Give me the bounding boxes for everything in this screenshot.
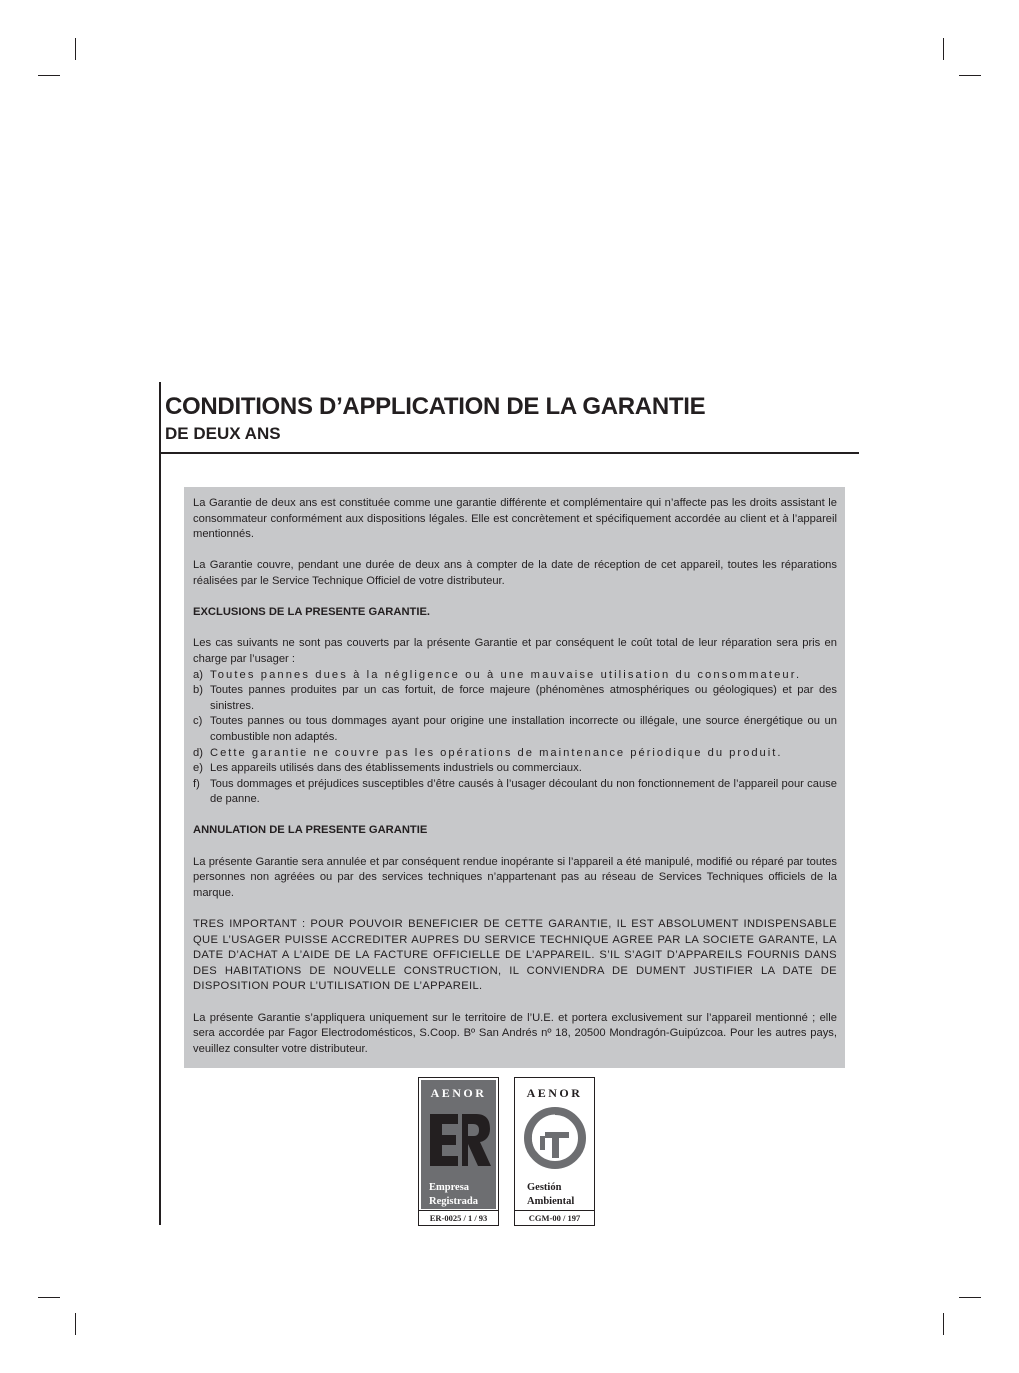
- crop-mark: [943, 38, 944, 60]
- exclusion-text: Les appareils utilisés dans des établissements industriels ou commerciaux.: [210, 762, 582, 775]
- page-title: CONDITIONS D’APPLICATION DE LA GARANTIE: [165, 393, 706, 420]
- ga-mark-icon: [523, 1106, 587, 1170]
- exclusions-intro: Les cas suivants ne sont pas couverts par la présente Garantie et par conséquent le coût total de leur réparation sera pris en charge par l’usager :: [193, 637, 837, 665]
- exclusion-text: Toutes pannes dues à la négligence ou à une mauvaise utilisation du consommateur.: [210, 668, 802, 681]
- annulation-heading: ANNULATION DE LA PRESENTE GARANTIE: [193, 824, 428, 837]
- annulation-paragraph: La présente Garantie sera annulée et par conséquent rendue inopérante si l’appareil a été manipulé, modifié ou réparé par toutes personnes non agréées ou par des services techniques n’appartenant pas au réseau de Services Techniques officiels de la marque.: [193, 855, 837, 899]
- exclusion-item: [193, 777, 837, 808]
- aenor-ga-logo: [514, 1077, 595, 1226]
- exclusions-heading: EXCLUSIONS DE LA PRESENTE GARANTIE.: [193, 606, 431, 619]
- left-rule: [159, 382, 161, 1225]
- crop-mark: [38, 75, 60, 76]
- ga-certificate-code: CGM-00 / 197: [515, 1210, 594, 1225]
- exclusion-text: Toutes pannes ou tous dommages ayant pour origine une installation incorrecte ou illégale, une source énergétique ou un combustible non adaptés.: [210, 715, 837, 743]
- exclusion-item: [193, 746, 837, 762]
- er-mark-icon: [428, 1112, 492, 1168]
- page-subtitle: DE DEUX ANS: [165, 424, 281, 443]
- exclusions-list: [193, 668, 837, 808]
- er-logo-line2: Registrada: [429, 1196, 478, 1207]
- crop-mark: [75, 38, 76, 60]
- er-logo-line1: Empresa: [429, 1182, 470, 1193]
- exclusion-item: [193, 761, 837, 777]
- title-underline: [159, 452, 859, 454]
- ga-logo-line1: Gestión: [527, 1182, 562, 1193]
- crop-mark: [943, 1313, 944, 1335]
- crop-mark: [38, 1297, 60, 1298]
- exclusion-item: [193, 668, 837, 684]
- exclusion-marker: e): [193, 762, 203, 775]
- ga-logo-line2: Ambiental: [527, 1196, 575, 1207]
- crop-mark: [75, 1313, 76, 1335]
- coverage-paragraph: La Garantie couvre, pendant une durée de deux ans à compter de la date de réception de cet appareil, toutes les réparations réalisées par le Service Technique Officiel de votre distributeur.: [193, 559, 837, 587]
- exclusion-text: Toutes pannes produites par un cas fortuit, de force majeure (phénomènes atmosphériques ou géologiques) et par des sinistres.: [210, 684, 837, 712]
- exclusion-item: [193, 683, 837, 714]
- exclusion-text: Tous dommages et préjudices susceptibles d’être causés à l’usager découlant du non fonctionnement de l’appareil pour cause de panne.: [210, 777, 837, 806]
- warranty-text-box: [184, 487, 845, 1068]
- exclusion-item: [193, 714, 837, 745]
- crop-mark: [959, 75, 981, 76]
- exclusion-marker: f): [193, 777, 200, 790]
- aenor-er-logo: [418, 1077, 499, 1226]
- exclusion-marker: d): [193, 746, 203, 759]
- ga-logo-brand: AENOR: [526, 1086, 583, 1100]
- important-paragraph: TRES IMPORTANT : POUR POUVOIR BENEFICIER DE CETTE GARANTIE, IL EST ABSOLUMENT INDISPENSABLE QUE L’USAGER PUISSE ACCREDITER AUPRES DU SERVICE TECHNIQUE AGREE PAR LA SOCIETE GARANTE, LA DATE D’ACHAT A L’AIDE DE LA FACTURE OFFICIELLE DE L’APPAREIL. S’IL S’AGIT D’APPAREILS FOURNIS DANS DES HABITATIONS DE NOUVELLE CONSTRUCTION, IL CONVIENDRA DE DUMENT JUSTIFIER LA DATE DE DISPOSITION POUR L’UTILISATION DE L’APPAREIL.: [193, 918, 837, 993]
- crop-mark: [959, 1297, 981, 1298]
- exclusion-marker: c): [193, 715, 203, 728]
- exclusion-text: Cette garantie ne couvre pas les opérations de maintenance périodique du produit.: [210, 746, 783, 759]
- intro-paragraph: La Garantie de deux ans est constituée comme une garantie différente et complémentaire qui n’affecte pas les droits assistant le consommateur conformément aux dispositions légales. Elle est concrètement et spécifiquement accordée au client et à l’appareil mentionnés.: [193, 497, 837, 541]
- er-certificate-code: ER-0025 / 1 / 93: [419, 1210, 498, 1225]
- territory-paragraph: La présente Garantie s’appliquera uniquement sur le territoire de l’U.E. et portera exclusivement sur l’appareil mentionné ; elle sera accordée par Fagor Electrodomésticos, S.Coop. Bº San Andrés nº 18, 20500 Mondragón-Guipúzcoa. Pour les autres pays, veuillez consulter votre distributeur.: [193, 1011, 837, 1055]
- exclusion-marker: b): [193, 684, 203, 697]
- er-logo-brand: AENOR: [430, 1086, 487, 1100]
- exclusion-marker: a): [193, 668, 203, 681]
